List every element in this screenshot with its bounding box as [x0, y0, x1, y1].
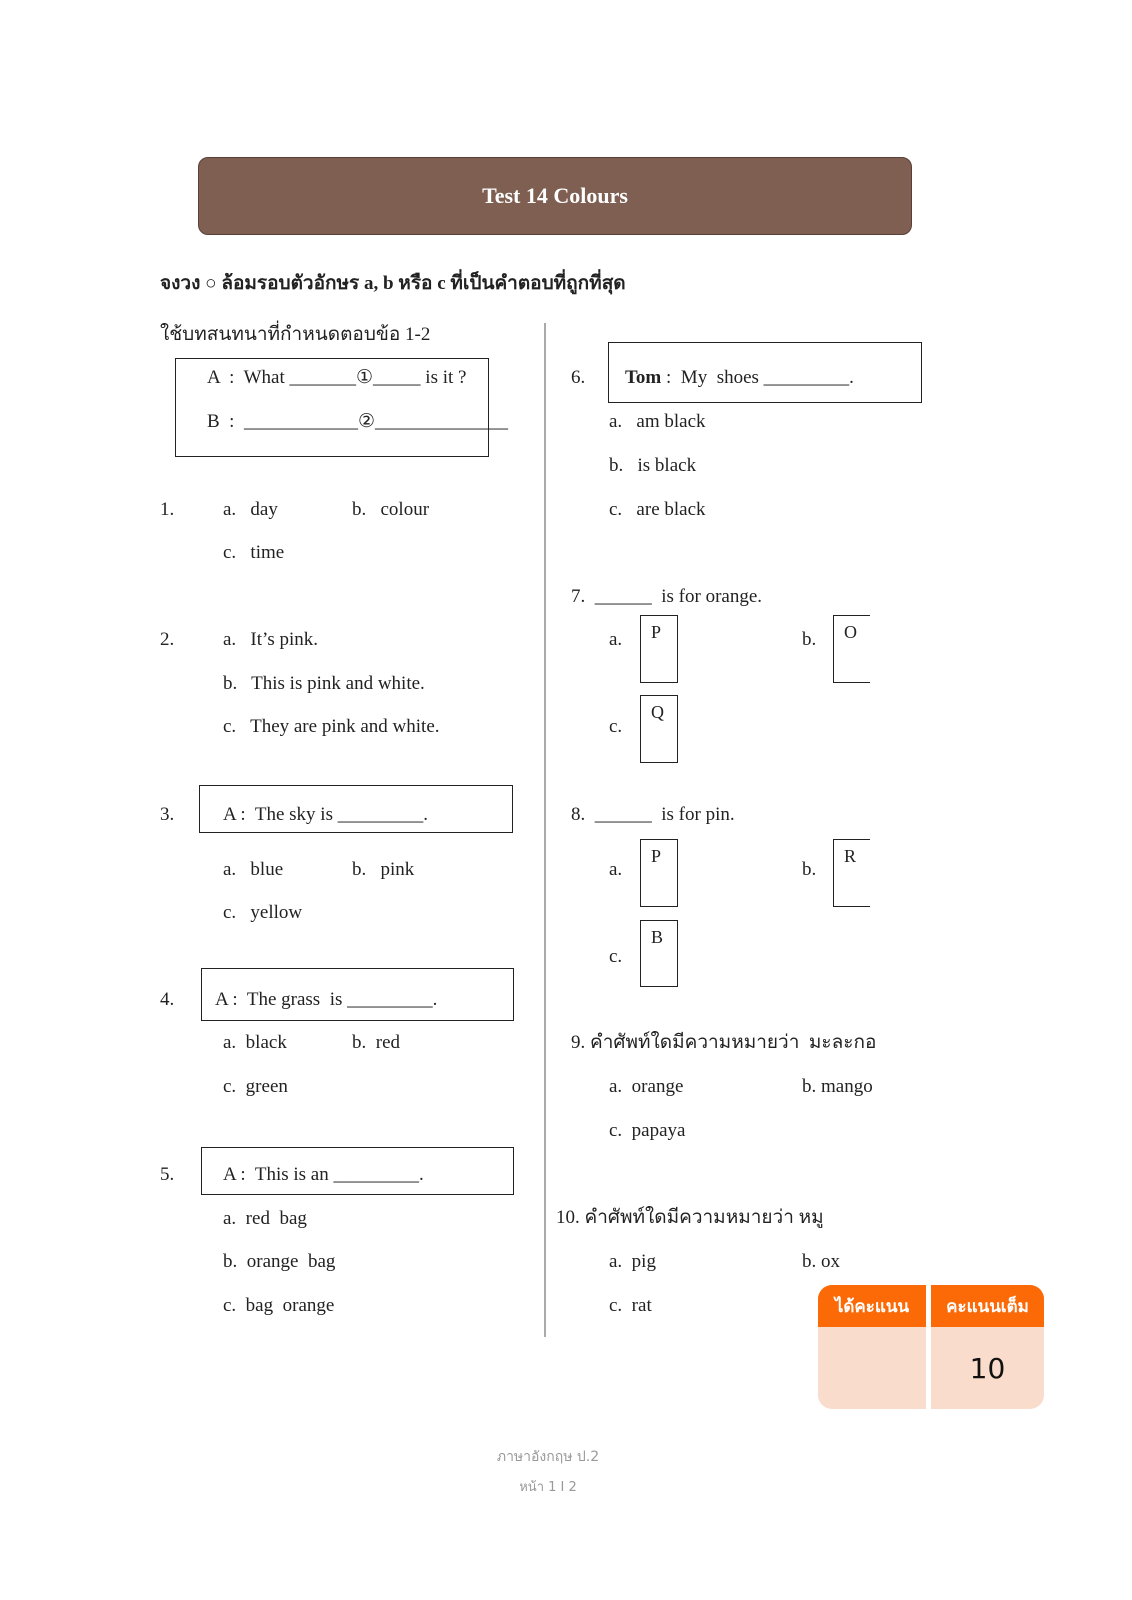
q4-prompt-box [201, 968, 514, 1021]
q5-option-b[interactable]: b. orange bag [223, 1251, 336, 1272]
footer-subject: ภาษาอังกฤษ ป.2 [496, 1449, 600, 1465]
q10-option-b[interactable]: b. ox [802, 1251, 840, 1272]
q7-letter-a: P [651, 622, 662, 642]
q6-option-c[interactable]: c. are black [609, 499, 706, 520]
q9-option-c[interactable]: c. papaya [609, 1120, 686, 1141]
q1-option-b[interactable]: b. colour [352, 499, 430, 520]
q6-prompt-text: : My shoes _________. [661, 367, 854, 388]
q5-option-a[interactable]: a. red bag [223, 1208, 307, 1229]
score-obtained-label: ได้คะแนน [818, 1285, 926, 1327]
q3-prompt-box [199, 785, 513, 833]
q7-option-b[interactable] [833, 615, 870, 683]
q7-letter-b: O [844, 622, 857, 642]
q8-option-a[interactable] [640, 839, 678, 907]
q5-prompt: A : This is an _________. [223, 1164, 424, 1185]
q8-letter-a: P [651, 846, 662, 866]
dialog-line-b: B : ____________②______________ [207, 411, 508, 432]
q7-label-b[interactable]: b. [802, 629, 817, 650]
q10-option-a[interactable]: a. pig [609, 1251, 656, 1272]
q4-number: 4. [160, 989, 175, 1010]
q6-number: 6. [571, 367, 586, 388]
q4-prompt: A : The grass is _________. [215, 989, 438, 1010]
q8-label-a[interactable]: a. [609, 859, 623, 880]
q2-option-b[interactable]: b. This is pink and white. [223, 673, 425, 694]
q3-option-a[interactable]: a. blue [223, 859, 284, 880]
q8-letter-c: B [651, 927, 664, 947]
q2-option-a[interactable]: a. It’s pink. [223, 629, 318, 650]
title-banner [198, 157, 912, 235]
q8-label-b[interactable]: b. [802, 859, 817, 880]
q7-option-c[interactable] [640, 695, 678, 763]
q4-option-b[interactable]: b. red [352, 1032, 401, 1053]
q5-prompt-box [201, 1147, 514, 1195]
q6-speaker: Tom [625, 367, 662, 388]
q1-number: 1. [160, 499, 175, 520]
q2-option-c[interactable]: c. They are pink and white. [223, 716, 440, 737]
q8-option-b[interactable] [833, 839, 870, 907]
instruction: จงวง ○ ล้อมรอบตัวอักษร a, b หรือ c ที่เป็นคำตอบที่ถูกที่สุด [160, 273, 626, 294]
q10-option-c[interactable]: c. rat [609, 1295, 652, 1316]
q8-label-c[interactable]: c. [609, 946, 623, 967]
q5-number: 5. [160, 1164, 175, 1185]
q3-option-c[interactable]: c. yellow [223, 902, 303, 923]
q3-number: 3. [160, 804, 175, 825]
score-full-label: คะแนนเต็ม [931, 1285, 1044, 1327]
dialog-line-a: A : What _______①_____ is it ? [207, 367, 467, 388]
dialog-box [175, 358, 508, 457]
q6-option-b[interactable]: b. is black [609, 455, 697, 476]
q4-option-c[interactable]: c. green [223, 1076, 288, 1097]
q6-prompt [625, 366, 854, 390]
q7-option-a[interactable] [640, 615, 678, 683]
q1-option-c[interactable]: c. time [223, 542, 285, 563]
score-obtained-value[interactable] [818, 1327, 926, 1409]
q10-prompt: 10. คำศัพท์ใดมีความหมายว่า หมู [556, 1207, 824, 1228]
q7-prompt: 7. ______ is for orange. [571, 586, 763, 607]
q4-option-a[interactable]: a. black [223, 1032, 287, 1053]
column-divider [544, 323, 546, 1337]
q7-letter-c: Q [651, 702, 664, 722]
q6-prompt-box [608, 342, 922, 403]
page-title: Test 14 Colours [482, 183, 628, 208]
q3-option-b[interactable]: b. pink [352, 859, 415, 880]
q8-option-c[interactable] [640, 920, 678, 987]
q7-label-a[interactable]: a. [609, 629, 623, 650]
q8-letter-b: R [844, 846, 857, 866]
footer-page: หน้า 1 I 2 [519, 1480, 577, 1495]
q2-number: 2. [160, 629, 175, 650]
q3-prompt: A : The sky is _________. [223, 804, 428, 825]
dialog-intro: ใช้บทสนทนาที่กำหนดตอบข้อ 1-2 [160, 324, 431, 345]
q5-option-c[interactable]: c. bag orange [223, 1295, 335, 1316]
q9-option-a[interactable]: a. orange [609, 1076, 684, 1097]
q6-option-a[interactable]: a. am black [609, 411, 706, 432]
q8-prompt: 8. ______ is for pin. [571, 804, 735, 825]
score-full-value: 10 [969, 1351, 1006, 1385]
q9-prompt: 9. คำศัพท์ใดมีความหมายว่า มะละกอ [571, 1032, 877, 1053]
q1-option-a[interactable]: a. day [223, 499, 278, 520]
score-obtained [818, 1285, 926, 1409]
q7-label-c[interactable]: c. [609, 716, 623, 737]
score-box [818, 1285, 1044, 1409]
score-full [931, 1285, 1044, 1409]
q9-option-b[interactable]: b. mango [802, 1076, 873, 1097]
